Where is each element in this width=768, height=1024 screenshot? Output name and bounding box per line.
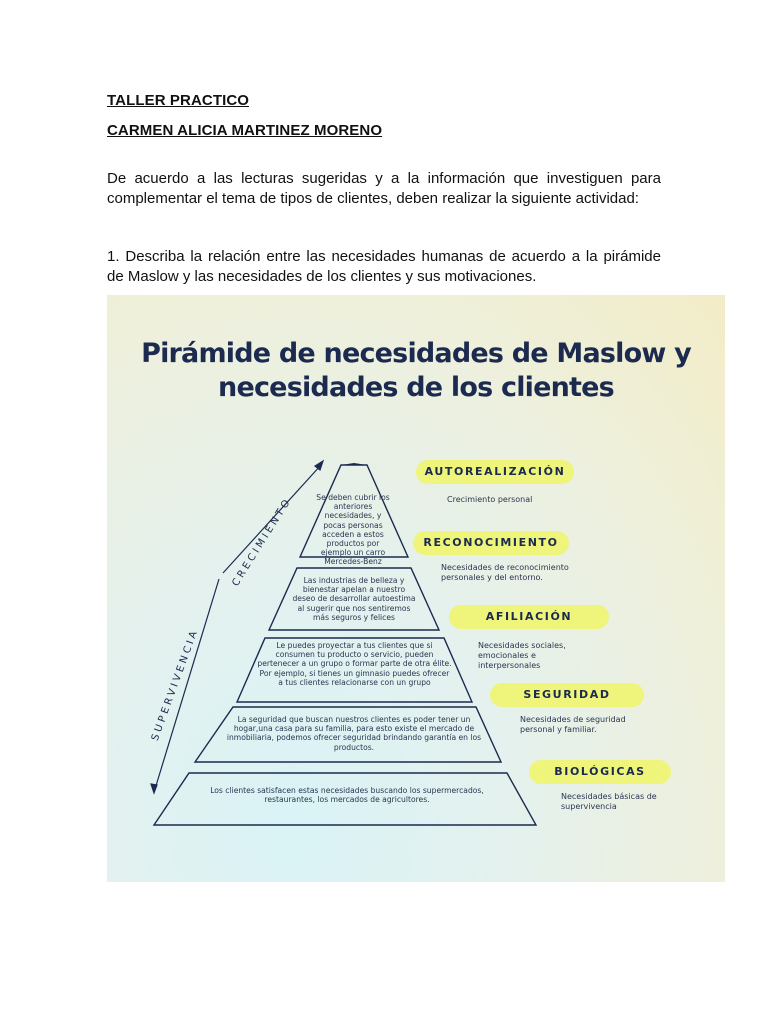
level-desc-seguridad: Necesidades de seguridad personal y familiar. bbox=[520, 715, 626, 734]
document-title: TALLER PRACTICO bbox=[107, 92, 250, 109]
level-desc-autorealizacion: Crecimiento personal bbox=[447, 495, 533, 504]
survival-arrow-head bbox=[151, 784, 157, 793]
tier-2-text: Las industrias de belleza y bienestar apelan a nuestro deseo de desarrollar autoestima al sugerir que nos sentiremos más seguros y felices bbox=[292, 576, 416, 622]
level-pill-biologicas: BIOLÓGICAS bbox=[529, 760, 671, 784]
tier-1-apex bbox=[341, 463, 367, 465]
level-desc-biologicas: Necesidades básicas de supervivencia bbox=[561, 792, 657, 811]
survival-arrow-line bbox=[155, 579, 219, 789]
figure-title-line1: Pirámide de necesidades de Maslow y bbox=[141, 338, 691, 369]
level-desc-afiliacion: Necesidades sociales, emocionales e interpersonales bbox=[478, 641, 566, 670]
tier-4-text: La seguridad que buscan nuestros clientes es poder tener un hogar,una casa para su familia, para esto existe el mercado de inmobiliaria, podemos ofrecer seguridad brindando garantía en los productos. bbox=[226, 715, 482, 752]
intro-paragraph: De acuerdo a las lecturas sugeridas y a la información que investiguen para complementar el tema de tipos de clientes, deben realizar la siguiente actividad: bbox=[107, 170, 661, 207]
maslow-figure bbox=[107, 295, 725, 882]
level-pill-seguridad: SEGURIDAD bbox=[490, 683, 644, 707]
growth-label: CRECIMIENTO bbox=[230, 495, 295, 589]
growth-arrow-head bbox=[315, 461, 323, 470]
author-name: CARMEN ALICIA MARTINEZ MORENO bbox=[107, 122, 383, 139]
question-paragraph: 1. Describa la relación entre las necesidades humanas de acuerdo a la pirámide de Maslow y las necesidades de los clientes y sus motivaciones. bbox=[107, 248, 661, 285]
figure-title-line2: necesidades de los clientes bbox=[218, 372, 614, 403]
level-desc-reconocimiento: Necesidades de reconocimiento personales y del entorno. bbox=[441, 563, 569, 582]
level-pill-reconocimiento: RECONOCIMIENTO bbox=[413, 531, 569, 555]
tier-3-text: Le puedes proyectar a tus clientes que si consumen tu producto o servicio, pueden pertenecer a un grupo o formar parte de otra élite. Por ejemplo, si tienes un gimnasio puedes ofrecer a tus clientes relacionarse con un grupo bbox=[257, 641, 452, 687]
tier-5-text: Los clientes satisfacen estas necesidades buscando los supermercados, restaurantes, los mercados de agricultores. bbox=[210, 786, 484, 805]
level-pill-afiliacion: AFILIACIÓN bbox=[449, 605, 609, 629]
tier-1-text: Se deben cubrir los anteriores necesidades, y pocas personas acceden a estos productos por ejemplo un carro Mercedes-Benz bbox=[316, 493, 390, 567]
survival-label: SUPERVIVENCIA bbox=[149, 627, 201, 743]
level-pill-autorealizacion: AUTOREALIZACIÓN bbox=[416, 460, 574, 484]
